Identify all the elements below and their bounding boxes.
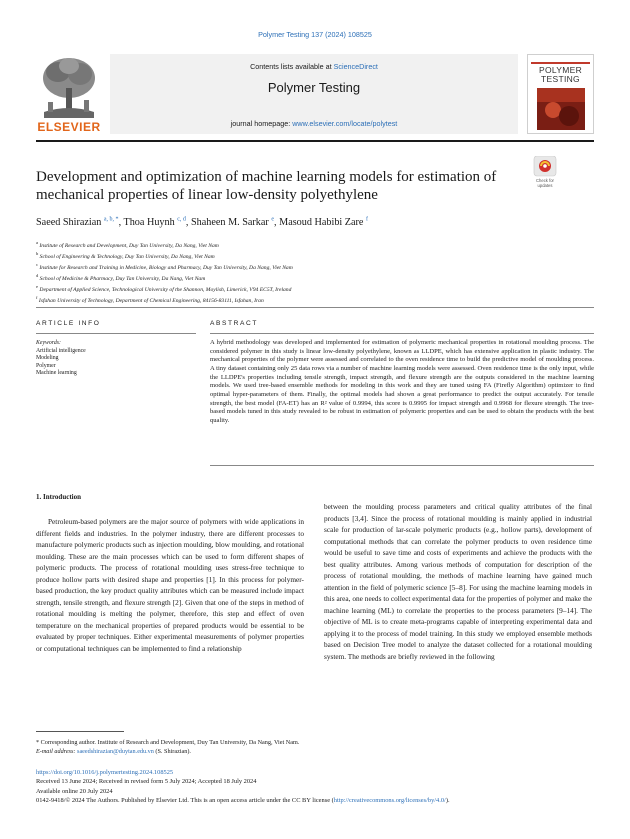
author-name[interactable]: Shaheen M. Sarkar bbox=[191, 217, 269, 228]
affiliation-item bbox=[36, 261, 556, 272]
introduction-heading: 1. Introduction bbox=[36, 493, 81, 501]
email-suffix: (S. Shirazian). bbox=[155, 748, 191, 755]
journal-name: Polymer Testing bbox=[267, 80, 361, 95]
header-divider bbox=[36, 140, 594, 142]
affiliation-text: Institute for Research and Training in Medicine, Biology and Pharmacy, Duy Tan University, Da Nang, Viet Nam bbox=[39, 264, 293, 271]
abstract-bottom-rule bbox=[210, 465, 594, 466]
affiliation-item bbox=[36, 283, 556, 294]
keyword-item: Polymer bbox=[36, 362, 56, 369]
journal-homepage bbox=[110, 119, 518, 128]
affiliation-item bbox=[36, 250, 556, 261]
author-name[interactable]: Thoa Huynh bbox=[123, 217, 175, 228]
affiliation-text: Department of Applied Science, Technological University of the Shannon, Moylish, Limerick, V94 EC5T, Ireland bbox=[39, 286, 292, 293]
body-column-left: Petroleum-based polymers are the major source of polymers with wide applications in different fields and industries. In the polymer industry, there are different processes to manufacture polymeric products such as injection moulding, blow moulding, and rotational moulding. These are the main processes which can be used to form different shapes of polymeric products. The process of rotational moulding uses stress-free technique to produce hollow parts with desired shape and properties [1]. In this process for polymer-based production, the key product quality attributes which can be measured include impact strength, tensile strength, and flexure strength [2]. Given that one of the steps in method of rotational moulding is melting the polymer, therefore, this step and effect of oven temperature on the mechanical properties of prepared products would be essential to be evaluated by proper techniques. Either experimental measurements of polymer properties or computational techniques can be implemented to find a relationship bbox=[36, 517, 304, 653]
license-line bbox=[36, 796, 596, 805]
author-affiliation-marks[interactable]: a, b, * bbox=[103, 216, 119, 223]
article-info-heading: ARTICLE INFO bbox=[36, 320, 101, 327]
author-list: Saeed Shirazian $^{a, b, *}$, Thoa Huynh $^{c, d}$, Shaheen M. Sarkar $^e$, Masoud Habibi Zare $^f$ bbox=[36, 216, 368, 228]
received-dates: Received 13 June 2024; Received in revised form 5 July 2024; Accepted 18 July 2024 bbox=[36, 778, 257, 786]
affiliation-mark: c bbox=[36, 261, 38, 267]
author-affiliation-marks[interactable]: c, d bbox=[177, 216, 186, 223]
body-column-right: between the moulding process parameters and critical quality attributes of the final products [3,4]. Since the process of rotational moulding is mainly applied in industrial scale for production of lar-scale polymeric products (e.g., hollow parts), development of computational methods that can correlate the polymer products to oven residence time would be useful to save time and costs of experiments and achieve the products with the best quality attributes. Among various methods of computation for description of the process of rotational moulding, the methods of machine learning have gained much attention in the field of polymeric science [5–8]. For using the machine learning models in this area, one needs to collect experimental data for the properties of polymer and make the machine learning (ML) to correlate the properties to the process parameters [9–14]. The objective of ML is to create meta-programs capable of interpreting experimental data and applying it to the process of model training. In this study we employed ensemble methods based on Decision Tree model to analyze the dataset collected for a rotational moulding system. The methods are briefly reviewed in the following bbox=[324, 502, 592, 661]
cover-image bbox=[537, 88, 585, 130]
section-divider bbox=[36, 307, 594, 308]
affiliation-item bbox=[36, 239, 556, 250]
keyword-item: Artificial intelligence bbox=[36, 347, 86, 354]
publisher-wordmark: ELSEVIER bbox=[37, 120, 101, 134]
author-name[interactable]: Masoud Habibi Zare bbox=[279, 217, 364, 228]
author-name[interactable]: Saeed Shirazian bbox=[36, 217, 102, 228]
abstract-text: A hybrid methodology was developed and implemented for estimation of polymeric mechanical properties in rotational moulding process. The considered polymer in this study is linear low-density polyethylene, known as LLDPE, which has extensive application in plastic industry. The mechanical properties of the polymer were assessed and correlated to the oven residence time to build the predictive model of moulding process. A tiny dataset containing only 25 data rows via a number of machine learning models were assessed. Oven residence time is the only input, while the LLDPE's properties including tensile strength, impact strength, and flexure strength are the outputs considered in the machine learning models. We used tree-based ensemble methods for modeling in this work and they are tuned using FA (Firefly Algorithm) optimizer to find optimal hyper-parameters of them. Finally, the optimal models had shown a great performance to predict the output accurately. For tensile strength, the best model (FA-ET) has an R² value of 0.9994, this score is 0.9995 for impact strength and 0.9968 for flexure strength. The tree-based models tuned in this study revealed to be robust in estimation of polymeric properties and can be used to obtain the products with the best quality. bbox=[210, 339, 594, 424]
email-link[interactable]: saeedshirazian@duytan.edu.vn bbox=[77, 748, 154, 755]
affiliation-list bbox=[36, 239, 556, 305]
publication-info bbox=[36, 768, 596, 806]
cover-title-line-1: POLYMER bbox=[538, 65, 583, 75]
cover-accent-bar bbox=[531, 62, 590, 64]
author-affiliation-marks[interactable]: f bbox=[366, 216, 368, 223]
affiliation-text: School of Medicine & Pharmacy, Duy Tan University, Da Nang, Viet Nam bbox=[39, 275, 206, 282]
footnote bbox=[36, 738, 596, 756]
affiliation-text: Isfahan University of Technology, Department of Chemical Engineering, 84156-83111, Isfahan, Iran bbox=[38, 297, 264, 304]
keyword-item: Modeling bbox=[36, 355, 59, 362]
check-label-line-1: Check for bbox=[536, 178, 554, 183]
paper-title: Development and optimization of machine learning models for estimation of mechanical properties of linear low-density polyethylene bbox=[36, 169, 497, 203]
author-affiliation-marks[interactable]: e bbox=[271, 216, 275, 223]
license-prefix: 0142-9418/© 2024 The Authors. Published by Elsevier Ltd. This is an open access article under the CC BY license ( bbox=[36, 797, 334, 805]
affiliation-text: School of Engineering & Technology, Duy Tan University, Da Nang, Viet Nam bbox=[39, 253, 215, 260]
license-suffix: ). bbox=[445, 797, 450, 805]
article-info-rule bbox=[36, 333, 196, 334]
abstract-rule bbox=[210, 333, 594, 334]
homepage-prefix: journal homepage: bbox=[230, 119, 293, 128]
affiliation-mark: b bbox=[36, 250, 39, 256]
keywords-block bbox=[36, 340, 196, 378]
homepage-link[interactable]: www.elsevier.com/locate/polytest bbox=[292, 119, 398, 128]
affiliation-item bbox=[36, 294, 556, 305]
email-label: E-mail address: bbox=[36, 748, 76, 755]
keywords-label: Keywords: bbox=[36, 340, 61, 346]
affiliation-mark: e bbox=[36, 283, 38, 289]
doi-link[interactable]: https://doi.org/10.1016/j.polymertesting.2024.108525 bbox=[36, 769, 174, 776]
footnote-rule bbox=[36, 731, 124, 732]
affiliation-mark: a bbox=[36, 240, 38, 245]
affiliation-item bbox=[36, 272, 556, 283]
check-for-updates-label bbox=[522, 178, 568, 188]
affiliation-mark: d bbox=[36, 272, 39, 278]
cover-title-line-2: TESTING bbox=[541, 74, 580, 84]
sciencedirect-link[interactable]: ScienceDirect bbox=[333, 62, 378, 71]
cover-title bbox=[527, 66, 594, 84]
email-line bbox=[36, 747, 596, 756]
abstract-heading: ABSTRACT bbox=[210, 320, 258, 327]
corresponding-author-note: * Corresponding author. Institute of Research and Development, Duy Tan University, Da Nang, Viet Nam. bbox=[36, 739, 300, 746]
check-label-line-2: updates bbox=[537, 183, 553, 188]
journal-reference[interactable]: Polymer Testing 137 (2024) 108525 bbox=[258, 30, 372, 39]
affiliation-mark: f bbox=[36, 294, 38, 300]
contents-prefix: Contents lists available at bbox=[250, 62, 334, 71]
keyword-item: Machine learning bbox=[36, 370, 77, 377]
available-online: Available online 20 July 2024 bbox=[36, 787, 113, 795]
contents-availability bbox=[110, 62, 518, 71]
license-link[interactable]: http://creativecommons.org/licenses/by/4.0/ bbox=[333, 797, 446, 805]
affiliation-text: Institute of Research and Development, Duy Tan University, Da Nang, Viet Nam bbox=[39, 242, 219, 249]
